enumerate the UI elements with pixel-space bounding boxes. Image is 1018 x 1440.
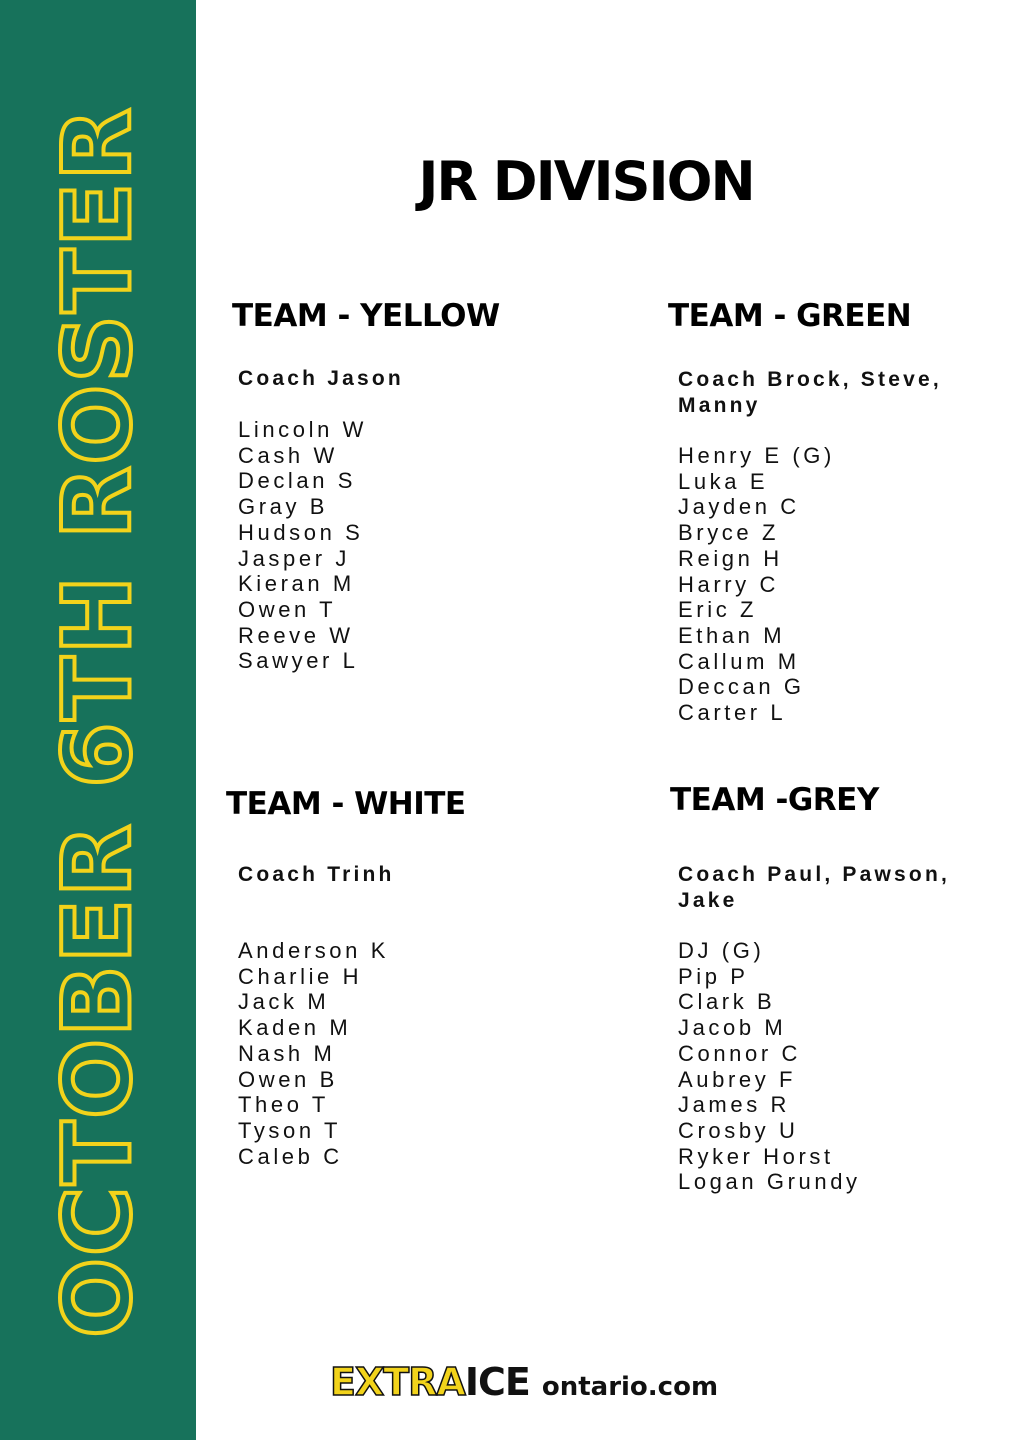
list-item: Logan Grundy	[678, 1169, 861, 1195]
team-heading: TEAM - WHITE	[226, 786, 466, 822]
list-item: Hudson S	[238, 519, 364, 545]
list-item: Jacob M	[678, 1015, 787, 1041]
list-item: Declan S	[238, 468, 357, 494]
list-item: Bryce Z	[678, 520, 779, 546]
team-white	[226, 786, 466, 822]
list-item: Reeve W	[238, 622, 354, 648]
list-item: Charlie H	[238, 963, 363, 989]
list-item: Theo T	[238, 1092, 329, 1118]
list-item: Aubrey F	[678, 1066, 797, 1092]
list-item: Crosby U	[678, 1117, 799, 1143]
player-list-green	[678, 443, 835, 726]
list-item: Kaden M	[238, 1015, 352, 1041]
player-list-yellow	[238, 417, 367, 674]
list-item: Jayden C	[678, 494, 800, 520]
list-item: Jack M	[238, 989, 330, 1015]
list-item: Sawyer L	[238, 648, 359, 674]
list-item: Pip P	[678, 963, 749, 989]
list-item: Owen T	[238, 596, 337, 622]
list-item: Kieran M	[238, 571, 355, 597]
sidebar-title: OCTOBER 6TH ROSTER	[43, 106, 153, 1338]
list-item: Deccan G	[678, 674, 805, 700]
list-item: Anderson K	[238, 938, 389, 963]
coach-white: Coach Trinh	[238, 863, 395, 886]
list-item: Owen B	[238, 1066, 338, 1092]
team-green	[668, 298, 911, 334]
logo-ice-text: ICE	[464, 1360, 530, 1404]
list-item: Reign H	[678, 545, 783, 571]
page-title: JR DIVISION	[418, 150, 754, 213]
list-item: Callum M	[678, 648, 800, 674]
list-item: Eric Z	[678, 597, 758, 623]
sidebar	[0, 0, 196, 1440]
list-item: Caleb C	[238, 1143, 343, 1169]
logo-domain-text: ontario.com	[541, 1372, 719, 1402]
team-heading: TEAM - YELLOW	[232, 298, 500, 334]
coach-yellow: Coach Jason	[238, 367, 404, 390]
list-item: DJ (G)	[678, 938, 765, 963]
list-item: Connor C	[678, 1040, 801, 1066]
team-grey	[670, 782, 879, 818]
team-yellow	[232, 298, 500, 334]
list-item: Clark B	[678, 989, 776, 1015]
list-item: Nash M	[238, 1040, 336, 1066]
extraice-logo	[330, 1360, 718, 1404]
list-item: Luka E	[678, 468, 769, 494]
list-item: Ethan M	[678, 622, 786, 648]
player-list-white	[238, 938, 389, 1169]
coach-grey: Coach Paul, Pawson, Jake	[678, 863, 951, 912]
list-item: Harry C	[678, 571, 779, 597]
list-item: James R	[678, 1092, 790, 1118]
list-item: Henry E (G)	[678, 443, 835, 468]
list-item: Jasper J	[238, 545, 350, 571]
logo-extra-text: EXTRA	[330, 1360, 465, 1404]
list-item: Tyson T	[238, 1117, 342, 1143]
player-list-grey	[678, 938, 861, 1195]
list-item: Cash W	[238, 442, 338, 468]
list-item: Carter L	[678, 700, 787, 726]
list-item: Ryker Horst	[678, 1143, 834, 1169]
list-item: Gray B	[238, 494, 329, 520]
team-heading: TEAM -GREY	[670, 782, 879, 818]
team-heading: TEAM - GREEN	[668, 298, 912, 334]
coach-green: Coach Brock, Steve, Manny	[678, 368, 942, 417]
list-item: Lincoln W	[238, 417, 367, 442]
